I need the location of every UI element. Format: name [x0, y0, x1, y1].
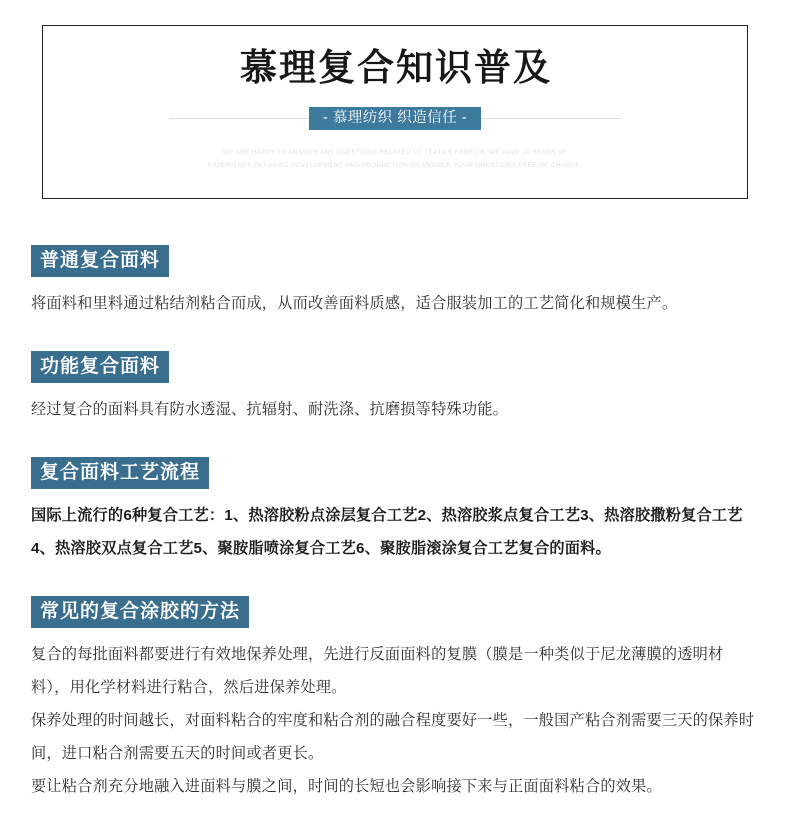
brand-slogan-badge: - 慕理纺织 织造信任 -: [309, 107, 481, 131]
section-paragraph-1-1: 将面料和里料通过粘结剂粘合而成，从而改善面料质感，适合服装加工的工艺简化和规模生产。: [31, 295, 678, 312]
divider-line-right: [481, 118, 621, 119]
section-common-gluing-methods: [0, 596, 790, 803]
divider-line-left: [169, 118, 309, 119]
section-ordinary-composite-fabric: [0, 245, 790, 320]
section-tag-1: 普通复合面料: [31, 245, 169, 277]
section-paragraph-4-2: 保养处理的时间越长，对面料粘合的牢度和粘合剂的融合程度要好一些，一般国产粘合剂需要三天的保养时间，进口粘合剂需要五天的时间或者更长。: [31, 712, 755, 762]
content-area: [0, 199, 790, 803]
section-composite-process-flow: [0, 457, 790, 565]
section-tag-2: 功能复合面料: [31, 351, 169, 383]
page-title: 慕理复合知识普及: [240, 48, 552, 89]
section-tag-4: 常见的复合涂胶的方法: [31, 596, 249, 628]
section-functional-composite-fabric: [0, 351, 790, 426]
banner-subtitle-line-2: EXPERIENCE IN FABRIC DEVELOPMENT AND PRODUCTION TO ANSWER YOUR QUESTIONS FREE OF CHARGE.: [207, 161, 583, 169]
header-banner: [42, 25, 748, 199]
banner-subtitle: [43, 146, 747, 172]
section-paragraph-3-1: 国际上流行的6种复合工艺：1、热溶胶粉点涂层复合工艺2、热溶胶浆点复合工艺3、热溶胶撒粉复合工艺4、热溶胶双点复合工艺5、聚胺脂喷涂复合工艺6、聚胺脂滚涂复合工艺复合的面料。: [31, 507, 743, 557]
section-paragraph-4-1: 复合的每批面料都要进行有效地保养处理，先进行反面面料的复膜（膜是一种类似于尼龙薄膜的透明材料），用化学材料进行粘合，然后进保养处理。: [31, 646, 724, 696]
section-paragraph-4-3: 要让粘合剂充分地融入进面料与膜之间，时间的长短也会影响接下来与正面面料粘合的效果。: [31, 778, 662, 795]
banner-subtitle-line-1: WE ARE HAPPY TO ANSWER ANY QUESTIONS RELATED TO TEXTILE FABRICS. WE HAVE 20 YEARS OF: [222, 148, 568, 156]
section-paragraph-2-1: 经过复合的面料具有防水透湿、抗辐射、耐洗涤、抗磨损等特殊功能。: [31, 401, 509, 418]
section-tag-3: 复合面料工艺流程: [31, 457, 209, 489]
badge-row: [43, 107, 747, 131]
